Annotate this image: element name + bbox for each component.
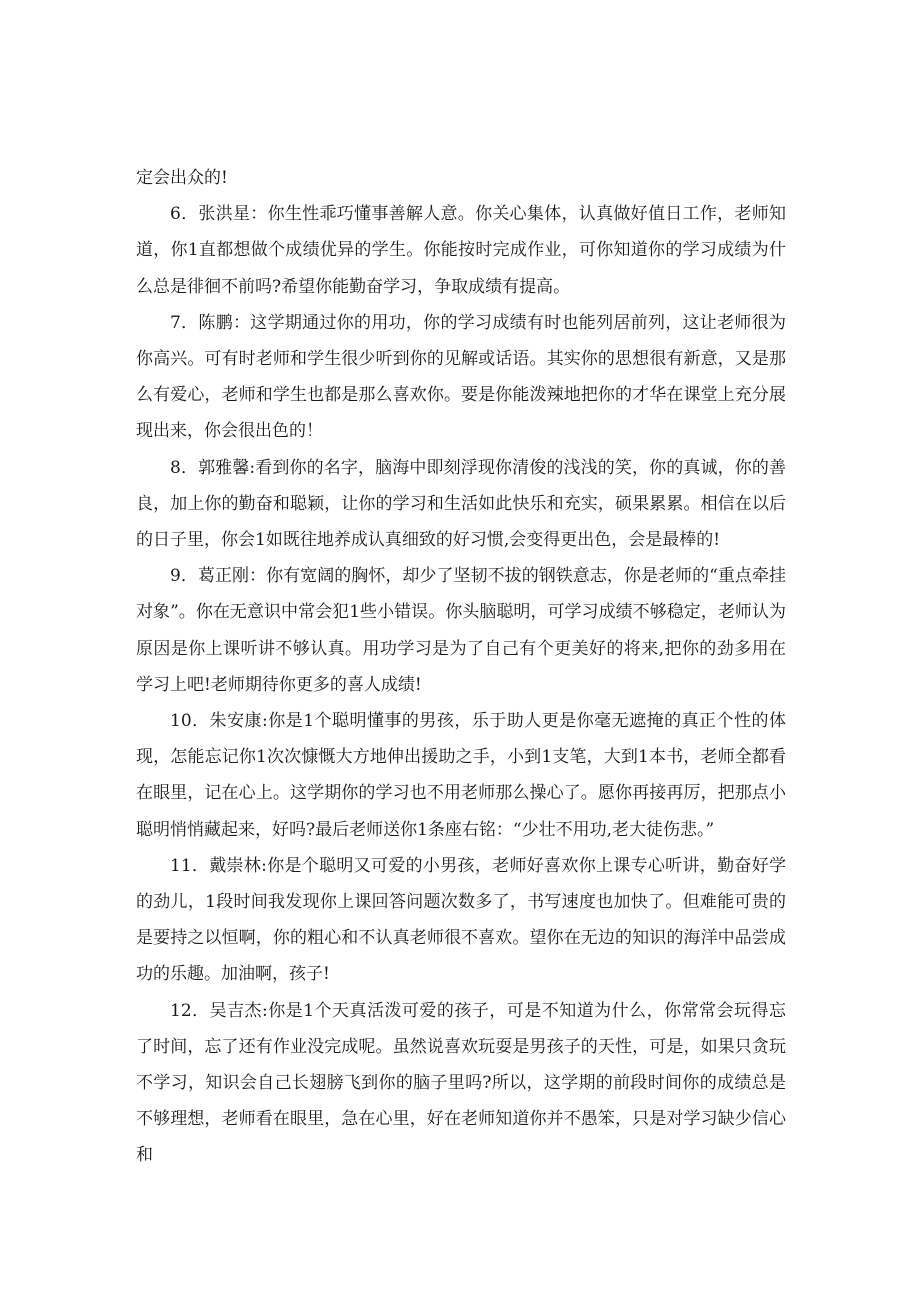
comment-paragraph-10 — [136, 703, 786, 848]
comment-text: 这学期通过你的用功，你的学习成绩有时也能列居前列，这让老师很为你高兴。可有时老师和学生很少听到你的见解或话语。其实你的思想很有新意，又是那么有爱心，老师和学生也都是那么喜欢你。要是你能泼辣地把你的才华在课堂上充分展现出来，你会很出色的！ — [136, 312, 786, 442]
comment-text: 你有宽阔的胸怀，却少了坚韧不拔的钢铁意志，你是老师的“重点牵挂对象”。你在无意识中常会犯1些小错误。你头脑聪明，可学习成绩不够稳定，老师认为原因是你上课听讲不够认真。用功学习是为了自己有个更美好的将来,把你的劲多用在学习上吧!老师期待你更多的喜人成绩! — [136, 566, 786, 695]
student-name: 葛正刚： — [197, 566, 267, 587]
student-name: 张洪星： — [198, 204, 268, 225]
comment-paragraph-11 — [136, 848, 786, 993]
student-name: 郭雅馨: — [198, 457, 256, 478]
comment-paragraph-7 — [136, 305, 786, 450]
item-number: 8． — [170, 457, 199, 478]
item-number: 9． — [170, 566, 198, 587]
comment-paragraph-6 — [136, 196, 786, 305]
comment-paragraph-9 — [136, 558, 786, 703]
student-name: 吴吉杰: — [209, 1000, 268, 1021]
student-name: 陈鹏： — [198, 312, 251, 333]
student-name: 朱安康: — [209, 711, 268, 732]
comment-paragraph-8 — [136, 450, 786, 559]
comment-text: 你生性乖巧懂事善解人意。你关心集体，认真做好值日工作，老师知道，你1直都想做个成绩优异的学生。你能按时完成作业，可你知道你的学习成绩为什么总是徘徊不前吗?希望你能勤奋学习，争取成绩有提高。 — [136, 204, 787, 297]
comment-text: 看到你的名字，脑海中即刻浮现你清俊的浅浅的笑，你的真诚，你的善良，加上你的勤奋和聪颖，让你的学习和生活如此快乐和充实，硕果累累。相信在以后的日子里，你会1如既往地养成认真细致的好习惯,会变得更出色，会是最棒的! — [136, 457, 786, 551]
item-number: 10． — [170, 711, 210, 732]
continuation-paragraph: 定会出众的! — [136, 168, 228, 188]
student-name: 戴崇林: — [209, 855, 267, 876]
comment-text: 你是个聪明又可爱的小男孩，老师好喜欢你上课专心听讲，勤奋好学的劲儿，1段时间我发现你上课回答问题次数多了，书写速度也加快了。但难能可贵的是要持之以恒啊，你的粗心和不认真老师很不喜欢。望你在无边的知识的海洋中品尝成功的乐趣。加油啊，孩子! — [136, 855, 786, 985]
item-number: 6． — [170, 204, 199, 225]
comment-paragraph-12 — [136, 993, 786, 1174]
item-number: 7． — [170, 312, 199, 333]
comment-text: 你是1个天真活泼可爱的孩子，可是不知道为什么，你常常会玩得忘了时间，忘了还有作业没完成呢。虽然说喜欢玩耍是男孩子的天性，可是，如果只贪玩不学习，知识会自己长翅膀飞到你的脑子里吗?所以，这学期的前段时间你的成绩总是不够理想，老师看在眼里，急在心里，好在老师知道你并不愚笨，只是对学习缺少信心和 — [136, 1000, 786, 1166]
item-number: 12． — [170, 1000, 210, 1021]
comment-text: 你是1个聪明懂事的男孩，乐于助人更是你毫无遮掩的真正个性的体现，怎能忘记你1次次慷慨大方地伸出援助之手，小到1支笔，大到1本书，老师全都看在眼里，记在心上。这学期你的学习也不用老师那么操心了。愿你再接再厉，把那点小聪明悄悄藏起来，好吗?最后老师送你1条座右铭：“少壮不用功,老大徒伤悲。” — [136, 711, 786, 840]
item-number: 11． — [170, 855, 210, 876]
document-page — [136, 160, 786, 1174]
